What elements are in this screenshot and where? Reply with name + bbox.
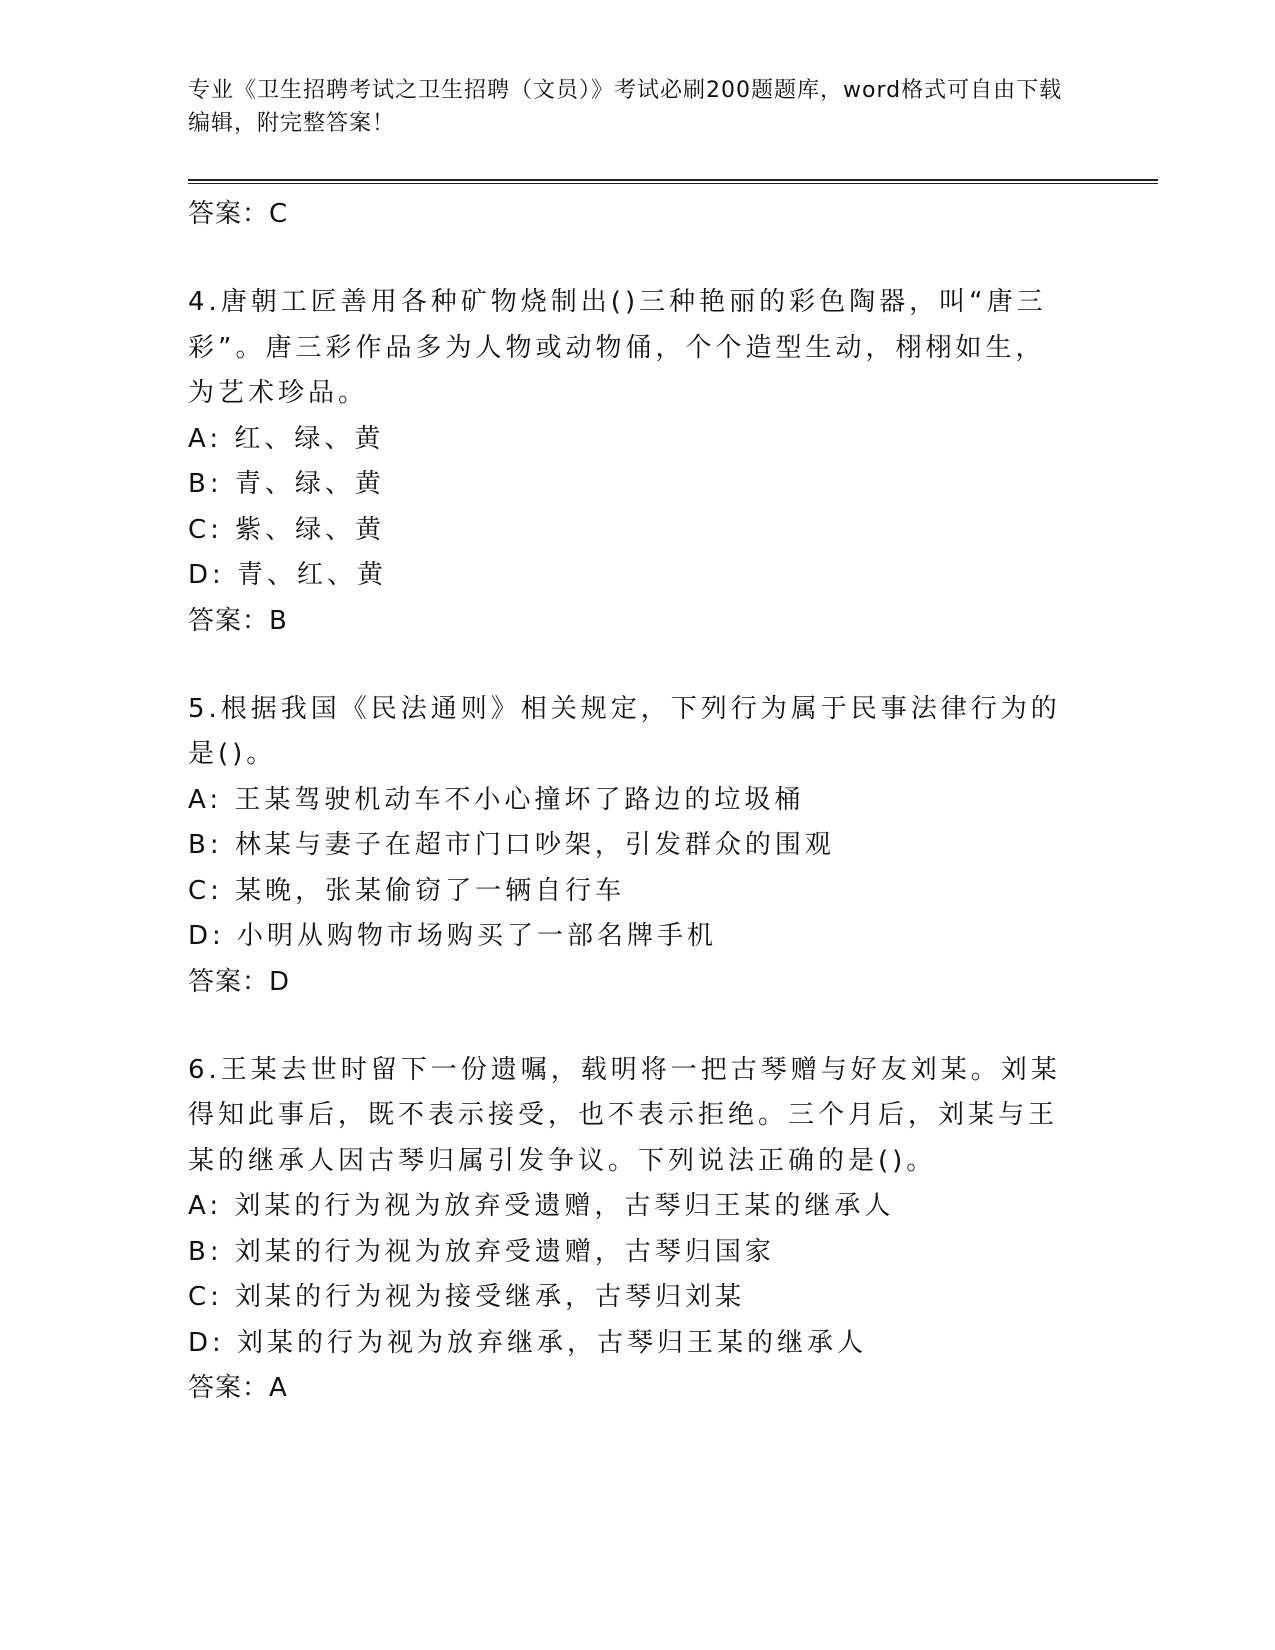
document-header-text: 专业《卫生招聘考试之卫生招聘（文员）》考试必刷200题题库，word格式可自由下载编辑，附完整答案！: [188, 78, 1063, 136]
option-a: A: 刘某的行为视为放弃受遗赠，古琴归王某的继承人: [188, 1191, 895, 1221]
question-6: [188, 1048, 1068, 1411]
option-b: B: 青、绿、黄: [188, 469, 385, 499]
question-stem: 6.王某去世时留下一份遗嘱，载明将一把古琴赠与好友刘某。刘某得知此事后，既不表示接受，也不表示拒绝。三个月后，刘某与王某的继承人因古琴归属引发争议。下列说法正确的是()。: [188, 1054, 1061, 1176]
question-list: [188, 192, 1068, 1410]
option-d: D: 小明从购物市场购买了一部名牌手机: [188, 921, 718, 951]
spacer: [188, 643, 1068, 687]
question-5: [188, 687, 1068, 1004]
option-b: B: 林某与妻子在超市门口吵架，引发群众的围观: [188, 830, 835, 860]
option-d: D: 青、红、黄: [188, 560, 388, 590]
option-c: C: 紫、绿、黄: [188, 514, 386, 545]
option-c: C: 某晚，张某偷窃了一辆自行车: [188, 875, 626, 906]
previous-question-answer: 答案：C: [188, 199, 289, 229]
header-divider-thin: [188, 183, 1158, 184]
question-4: [188, 280, 1068, 643]
option-b: B: 刘某的行为视为放弃受遗赠，古琴归国家: [188, 1236, 775, 1267]
question-answer: 答案：A: [188, 1373, 288, 1403]
question-answer: 答案：D: [188, 966, 291, 997]
question-stem: 5.根据我国《民法通则》相关规定，下列行为属于民事法律行为的是()。: [188, 693, 1061, 769]
option-a: A: 红、绿、黄: [188, 423, 385, 454]
spacer: [188, 1004, 1068, 1048]
option-c: C: 刘某的行为视为接受继承，古琴归刘某: [188, 1282, 746, 1312]
question-answer: 答案：B: [188, 605, 288, 636]
option-a: A: 王某驾驶机动车不小心撞坏了路边的垃圾桶: [188, 784, 805, 815]
option-d: D: 刘某的行为视为放弃继承，古琴归王某的继承人: [188, 1327, 868, 1358]
question-stem: 4.唐朝工匠善用各种矿物烧制出()三种艳丽的彩色陶器，叫“唐三彩”。唐三彩作品多为人物或动物俑，个个造型生动，栩栩如生，为艺术珍品。: [188, 287, 1047, 408]
header-divider-thick: [188, 179, 1158, 181]
spacer: [188, 236, 1068, 280]
